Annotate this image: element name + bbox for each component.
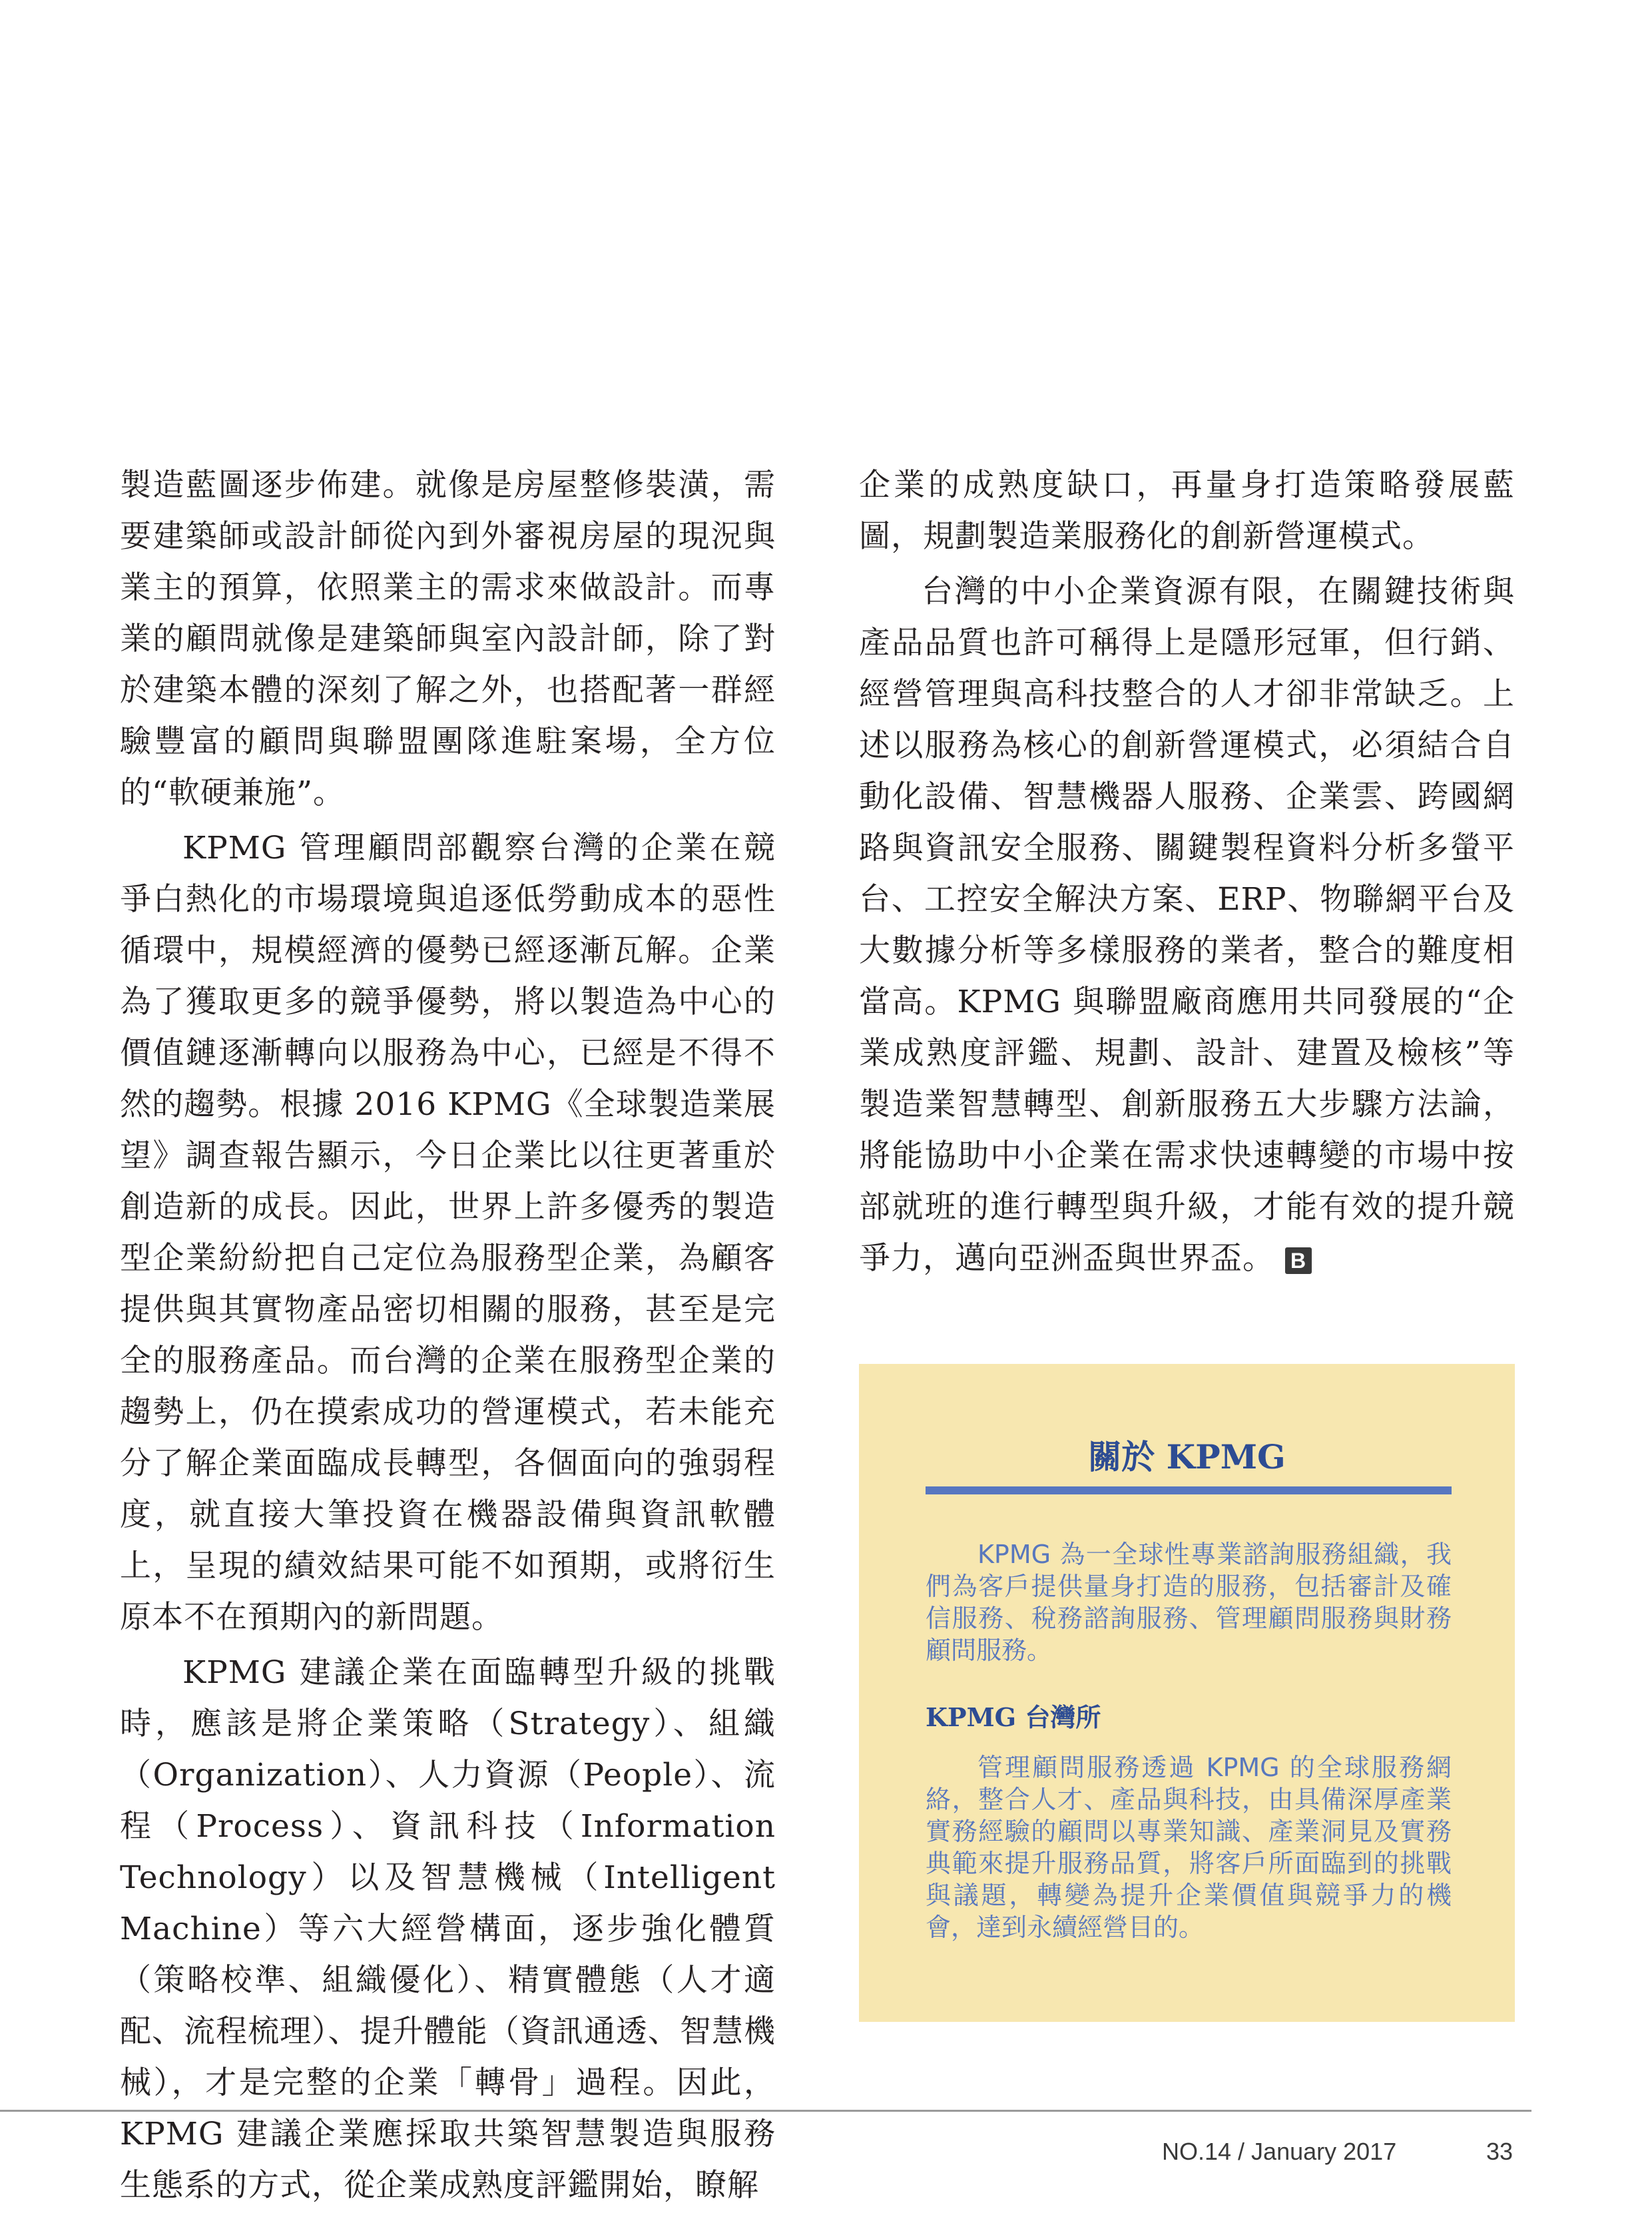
footer-divider xyxy=(0,2110,1531,2112)
sidebar-title-rule xyxy=(926,1486,1452,1494)
sidebar-subheading: KPMG 台灣所 xyxy=(926,1702,1101,1732)
body-paragraph: KPMG 建議企業在面臨轉型升級的挑戰時，應該是將企業策略（Strategy）、組織（Organization）、人力資源（People）、流程（Process）、資訊科技（Information Technology）以及智慧機械（Intelligent Machine）等六大經營構面，逐步強化體質（策略校準、組織優化）、精實體態（人才適配、流程梳理）、提升體能（資訊通透、智慧機械），才是完整的企業「轉骨」過程。因此，KPMG 建議企業應採取共築智慧製造與服務生態系的方式，從企業成熟度評鑑開始，瞭解 xyxy=(120,1654,776,2204)
sidebar-intro-text: KPMG 為一全球性專業諮詢服務組織，我們為客戶提供量身打造的服務，包括審計及確信服務、稅務諮詢服務、管理顧問服務與財務顧問服務。 xyxy=(926,1540,1452,1665)
page-number: 33 xyxy=(1486,2138,1514,2165)
right-text-column xyxy=(859,460,1515,1288)
footer-issue-label: NO.14 / January 2017 xyxy=(1162,2138,1397,2165)
sidebar-title: 關於 KPMG xyxy=(1088,1437,1286,1476)
body-paragraph: KPMG 管理顧問部觀察台灣的企業在競爭白熱化的市場環境與追逐低勞動成本的惡性循環中，規模經濟的優勢已經逐漸瓦解。企業為了獲取更多的競爭優勢，將以製造為中心的價值鏈逐漸轉向以服務為中心，已經是不得不然的趨勢。根據 2016 KPMG《全球製造業展望》調查報告顯示，今日企業比以往更著重於創造新的成長。因此，世界上許多優秀的製造型企業紛紛把自己定位為服務型企業，為顧客提供與其實物產品密切相關的服務，甚至是完全的服務產品。而台灣的企業在服務型企業的趨勢上，仍在摸索成功的營運模式，若未能充分了解企業面臨成長轉型，各個面向的強弱程度，就直接大筆投資在機器設備與資訊軟體上，呈現的績效結果可能不如預期，或將衍生原本不在預期內的新問題。 xyxy=(120,830,776,1636)
body-paragraph xyxy=(859,566,1515,1284)
end-of-article-mark: B xyxy=(1285,1247,1312,1274)
closing-paragraph-text: 台灣的中小企業資源有限，在關鍵技術與產品品質也許可稱得上是隱形冠軍，但行銷、經營管理與高科技整合的人才卻非常缺乏。上述以服務為核心的創新營運模式，必須結合自動化設備、智慧機器人服務、企業雲、跨國網路與資訊安全服務、關鍵製程資料分析多螢平台、工控安全解決方案、ERP、物聯網平台及大數據分析等多樣服務的業者，整合的難度相當高。KPMG 與聯盟廠商應用共同發展的“企業成熟度評鑑、規劃、設計、建置及檢核”等製造業智慧轉型、創新服務五大步驟方法論，將能協助中小企業在需求快速轉變的市場中按部就班的進行轉型與升級，才能有效的提升競爭力，邁向亞洲盃與世界盃。 xyxy=(859,573,1515,1277)
body-paragraph-continued: 製造藍圖逐步佈建。就像是房屋整修裝潢，需要建築師或設計師從內到外審視房屋的現況與業主的預算，依照業主的需求來做設計。而專業的顧問就像是建築師與室內設計師，除了對於建築本體的深刻了解之外，也搭配著一群經驗豐富的顧問與聯盟團隊進駐案場，全方位的“軟硬兼施”。 xyxy=(120,467,776,811)
sidebar-taiwan-text: 管理顧問服務透過 KPMG 的全球服務網絡，整合人才、產品與科技，由具備深厚產業實務經驗的顧問以專業知識、產業洞見及實務典範來提升服務品質，將客戶所面臨到的挑戰與議題，轉變為提升企業價值與競爭力的機會，達到永續經營目的。 xyxy=(926,1753,1452,1942)
left-text-column xyxy=(120,460,776,2215)
body-paragraph-continued: 企業的成熟度缺口，再量身打造策略發展藍圖，規劃製造業服務化的創新營運模式。 xyxy=(859,467,1515,555)
about-kpmg-sidebar xyxy=(859,1364,1515,2022)
